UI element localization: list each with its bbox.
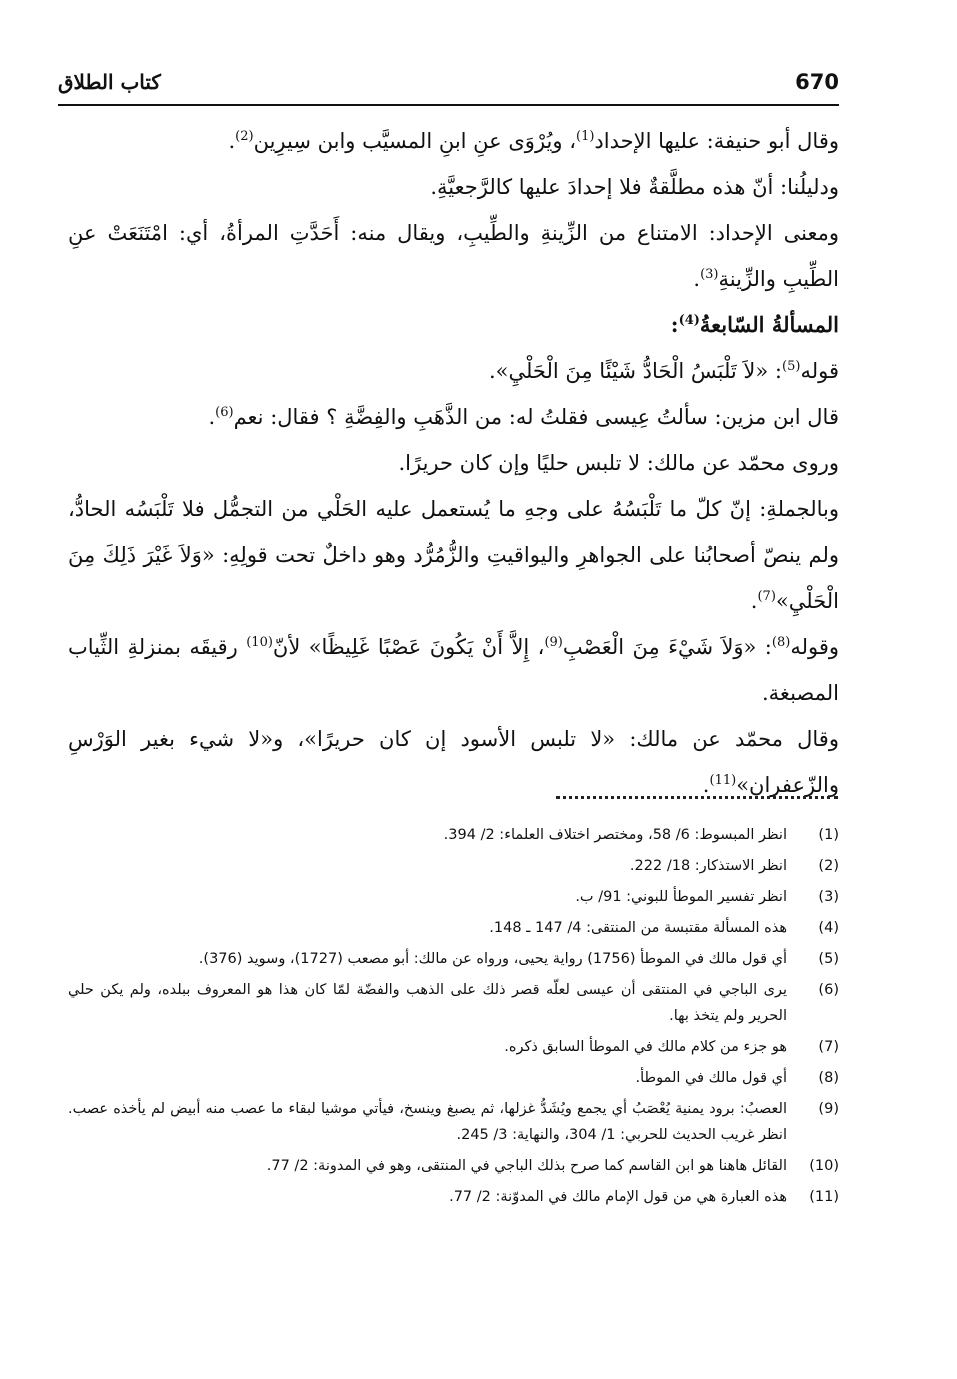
paragraph-6: وروى محمّد عن مالك: لا تلبس حليًا وإن كان حريرًا. <box>398 451 839 475</box>
footnote <box>68 884 839 910</box>
footnote-text: هو جزء من كلام مالك في الموطأ السابق ذكره. <box>504 1039 787 1055</box>
paragraph-7: وبالجملةِ: إنّ كلّ ما تَلْبَسُهُ على وجهِ ما يُستعمل عليه الحَلْي من التجمُّل فلا تَلْبَسُه الحادُّ، ولم ينصّ أصحابُنا على الجواهرِ واليواقيتِ والزُّمُرُّد وهو داخلٌ تحت قولِهِ: «وَلاَ غَيْرَ ذَلِكَ مِنَ الْحَلْيِ»$^{(7)}$. <box>68 497 839 613</box>
footnote-number: (10) <box>809 1158 839 1174</box>
footnote <box>68 822 839 848</box>
running-title: كتاب الطلاق <box>58 70 161 94</box>
paragraph-4: قوله$^{(5)}$: «لاَ تَلْبَسُ الْحَادُّ شَيْئًا مِنَ الْحَلْيِ». <box>488 359 839 383</box>
paragraph-2: ودليلُنا: أنّ هذه مطلَّقةٌ فلا إحدادَ عليها كالرَّجعيَّةِ. <box>430 175 839 199</box>
footnote-ref: (9) <box>544 635 563 650</box>
paragraph-5: قال ابن مزين: سألتُ عِيسى فقلتُ له: من الذَّهَبِ والفِضَّةِ ؟ فقال: نعم$^{(6)}$. <box>208 405 839 429</box>
footnote-number: (5) <box>818 951 839 967</box>
footnote <box>68 1065 839 1091</box>
footnote <box>68 1096 839 1148</box>
footnote-number: (6) <box>818 982 839 998</box>
page-header <box>58 68 839 106</box>
footnote-number: (9) <box>818 1101 839 1117</box>
footnote <box>68 1153 839 1179</box>
footnote-text: انظر الاستذكار: 18/ 222. <box>629 858 787 874</box>
footnote-text: انظر تفسير الموطأ للبوني: 91/ ب. <box>575 889 787 905</box>
page-number: 670 <box>795 70 839 94</box>
footnote-number: (8) <box>818 1070 839 1086</box>
footnote-ref: (2) <box>235 129 254 144</box>
paragraph-8: وقوله$^{(8)}$: «وَلاَ شَيْءَ مِنَ الْعَصْبِ$^{(9)}$، إِلاَّ أَنْ يَكُونَ عَصْبًا غَلِيظًا» لأنّ$^{(10)}$ رقيقَه بمنزلةِ الثِّياب المصبغة. <box>68 635 839 705</box>
footnote-ref: (7) <box>757 589 776 604</box>
footnote-text: هذه العبارة هي من قول الإمام مالك في المدوّنة: 2/ 77. <box>449 1189 787 1205</box>
paragraph-1: وقال أبو حنيفة: عليها الإحداد$^{(1)}$، ويُرْوَى عنِ ابنِ المسيَّب وابن سِيرِين$^{(2)}$. <box>228 129 839 153</box>
footnote-number: (2) <box>818 858 839 874</box>
footnote-text: انظر المبسوط: 6/ 58، ومختصر اختلاف العلماء: 2/ 394. <box>443 827 787 843</box>
footnote-text: القائل هاهنا هو ابن القاسم كما صرح بذلك الباجي في المنتقى، وهو في المدونة: 2/ 77. <box>266 1158 787 1174</box>
section-heading: المسألةُ السّابعةُ$^{(4)}$: <box>670 312 839 337</box>
footnote-ref: (11) <box>709 773 737 788</box>
footnote-number: (11) <box>809 1189 839 1205</box>
paragraph-9: وقال محمّد عن مالك: «لا تلبس الأسود إن كان حريرًا»، و«لا شيء بغير الوَرْسِ والزّعفران»$^{(11)}$. <box>68 727 839 797</box>
footnote-ref: (8) <box>771 635 791 650</box>
footnote-number: (3) <box>818 889 839 905</box>
footnote-ref: (4) <box>678 313 700 328</box>
footnote-ref: (1) <box>575 129 595 144</box>
footnote-number: (7) <box>818 1039 839 1055</box>
footnotes <box>68 822 839 1215</box>
footnote-ref: (5) <box>782 359 801 374</box>
footnote <box>68 977 839 1029</box>
footnote-ref: (10) <box>246 635 273 650</box>
footnote <box>68 1034 839 1060</box>
footnote <box>68 915 839 941</box>
footnote-separator <box>556 796 838 799</box>
paragraph-3: ومعنى الإحداد: الامتناع من الزِّينةِ والطِّيبِ، ويقال منه: أَحَدَّتِ المرأةُ، أي: امْتَنَعَتْ عنِ الطِّيبِ والزِّينةِ$^{(3)}$. <box>68 221 839 291</box>
footnote-text: أي قول مالك في الموطأ (1756) رواية يحيى، ورواه عن مالك: أبو مصعب (1727)، وسويد (376). <box>198 951 787 967</box>
main-text <box>68 118 839 808</box>
footnote <box>68 853 839 879</box>
footnote-text: يرى الباجي في المنتقى أن عيسى لعلّه قصر ذلك على الذهب والفضّة لمّا كان هذا هو المعروف ببلده، ولم يكن حلي الحرير ولم يتخذ بها. <box>68 982 787 1024</box>
footnote <box>68 1184 839 1210</box>
footnote-number: (4) <box>818 920 839 936</box>
footnote-text: هذه المسألة مقتبسة من المنتقى: 4/ 147 ـ 148. <box>489 920 787 936</box>
footnote-text: أي قول مالك في الموطأ. <box>635 1070 787 1086</box>
footnote-number: (1) <box>818 827 839 843</box>
footnote-ref: (6) <box>215 405 234 420</box>
footnote-text: العصبُ: برود يمنية يُعْصَبُ أي يجمع ويُشَدُّ غزلها، ثم يصبغ وينسخ، فيأتي موشيا لبقاء ما عصب منه أبيض لم يأخذه عصب. انظر غريب الحديث للحربي: 1/ 304، والنهاية: 3/ 245. <box>68 1101 787 1143</box>
footnote <box>68 946 839 972</box>
footnote-ref: (3) <box>700 267 719 282</box>
